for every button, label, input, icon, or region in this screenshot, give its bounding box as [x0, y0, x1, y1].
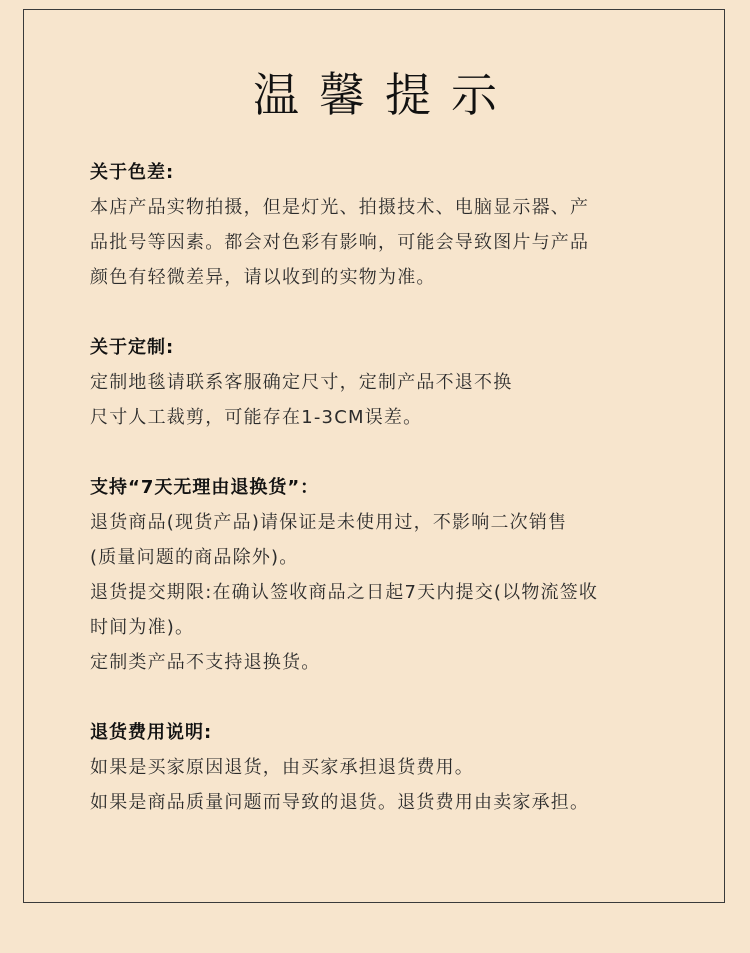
section-return-policy — [90, 470, 690, 680]
section-heading: 支持“7天无理由退换货”： — [90, 477, 320, 498]
section-heading: 退货费用说明: — [90, 722, 213, 743]
text-line: 退货商品(现货产品)请保证是未使用过，不影响二次销售 — [90, 512, 568, 533]
text-line: 退货提交期限:在确认签收商品之日起7天内提交(以物流签收 — [90, 582, 599, 603]
text-line: 本店产品实物拍摄，但是灯光、拍摄技术、电脑显示器、产 — [90, 197, 590, 218]
text-line: 颜色有轻微差异，请以收到的实物为准。 — [90, 267, 436, 288]
notice-content — [90, 155, 690, 855]
text-line: 定制类产品不支持退换货。 — [90, 652, 321, 673]
section-heading: 关于色差: — [90, 162, 175, 183]
text-line: 如果是商品质量问题而导致的退货。退货费用由卖家承担。 — [90, 792, 590, 813]
text-line: 时间为准)。 — [90, 617, 195, 638]
text-line: 定制地毯请联系客服确定尺寸，定制产品不退不换 — [90, 372, 513, 393]
text-line: (质量问题的商品除外)。 — [90, 547, 299, 568]
text-line: 尺寸人工裁剪，可能存在1-3CM误差。 — [90, 407, 423, 428]
section-color-difference — [90, 155, 690, 295]
text-line: 如果是买家原因退货，由买家承担退货费用。 — [90, 757, 474, 778]
section-customization — [90, 330, 690, 435]
section-return-fees — [90, 715, 690, 820]
text-line: 品批号等因素。都会对色彩有影响，可能会导致图片与产品 — [90, 232, 590, 253]
page-title: 温馨提示 — [253, 68, 517, 122]
section-heading: 关于定制: — [90, 337, 175, 358]
